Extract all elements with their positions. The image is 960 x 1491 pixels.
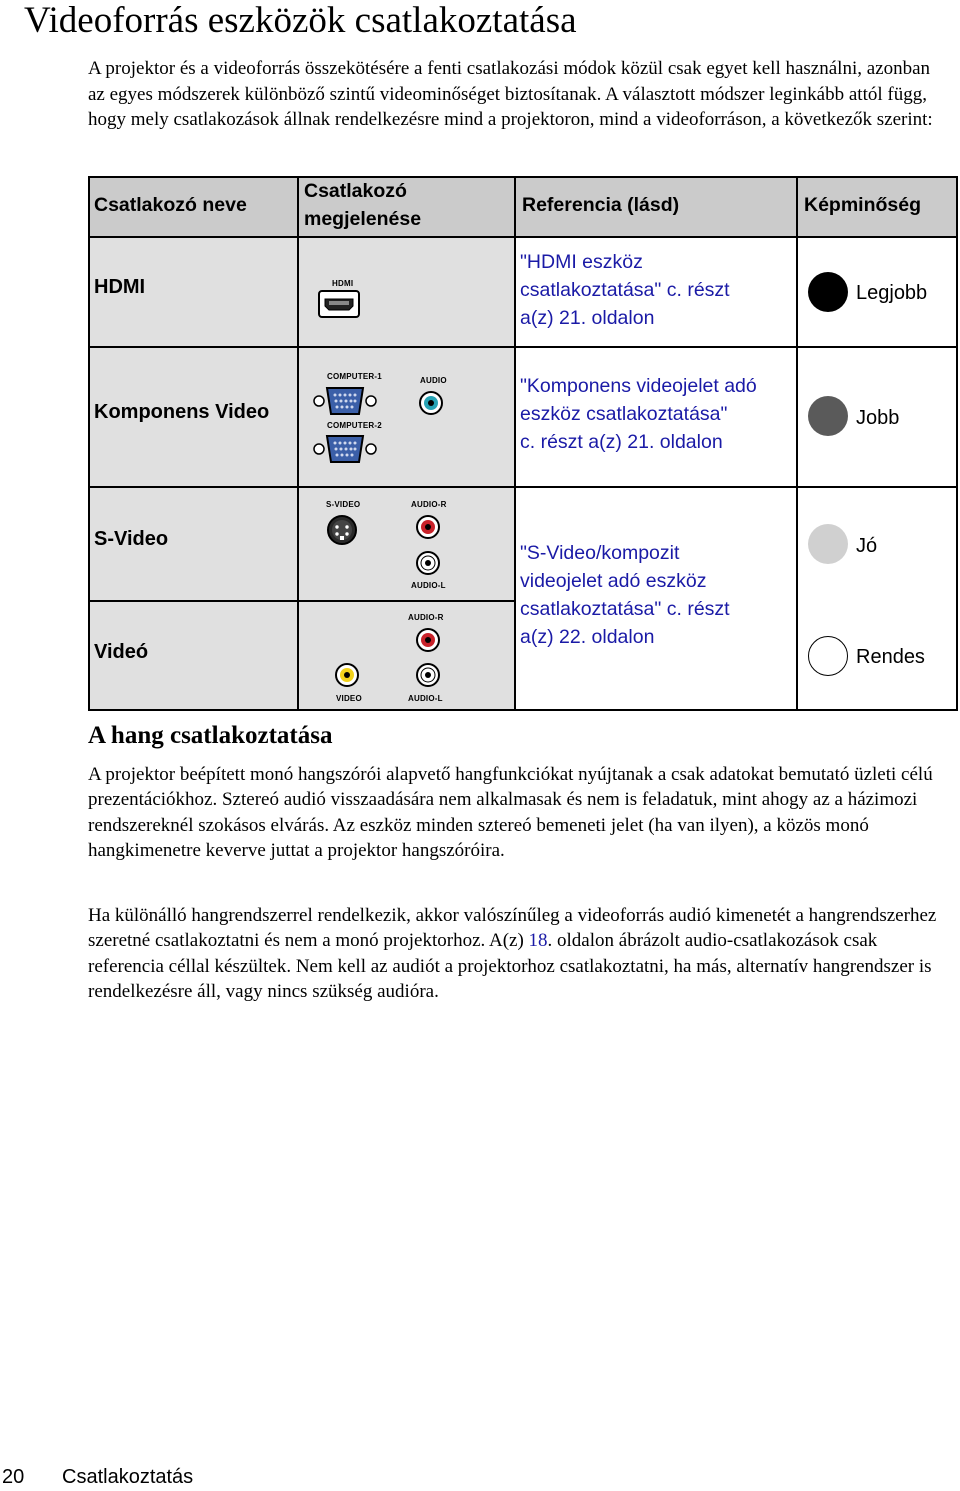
audio-paragraph-1: A projektor beépített monó hangszórói alapvető hangfunkciókat nyújtanak a csak adatokat bemutató üzleti célú prezentációkhoz. Sztereó audió visszaadására nem alkalmasak és nem is feladatuk, mint ahogy az a házimozi rendszereknél szokásos elvárás. Az eszköz minden sztereó bemeneti jelet (ha van ilyen), a közös monó hangkimenetre keverve juttat a projektor hangszóróira. <box>88 764 933 861</box>
port-label-audio-l: AUDIO-L <box>411 581 446 590</box>
quality-label-normal: Rendes <box>856 646 925 668</box>
table-border-right <box>956 176 958 711</box>
row-ref-hdmi <box>520 248 800 332</box>
ref-line: a(z) 22. oldalon <box>520 626 655 648</box>
table-border-bottom <box>88 709 958 711</box>
header-reference: Referencia (lásd) <box>522 194 680 216</box>
row-ref-svideo-video <box>520 539 800 651</box>
quality-dot-best <box>808 272 848 312</box>
header-name: Csatlakozó neve <box>94 194 247 216</box>
audio-r-jack-icon <box>415 514 441 540</box>
ref-line: csatlakoztatása" c. részt <box>520 598 730 620</box>
port-label-computer2: COMPUTER-2 <box>327 421 382 430</box>
audio-paragraph-2 <box>88 903 948 1004</box>
paragraph-2-text-after: . oldalon ábrázolt audio-csatlakozások csak referencia céllal készültek. Nem kell az audiót a projektorhoz csatlakoztatni, ha más, alternatív hangrendszer is rendelkezésre áll, vagy nincs szükség audióra. <box>88 930 932 1002</box>
page-footer <box>0 1466 193 1489</box>
port-label-audio-r: AUDIO-R <box>411 500 447 509</box>
col-divider-2 <box>514 176 516 711</box>
audio-jack-icon <box>418 390 444 416</box>
header-appearance-line1: Csatlakozó <box>304 180 407 202</box>
quality-dot-better <box>808 396 848 436</box>
ref-line: c. részt a(z) 21. oldalon <box>520 431 723 453</box>
hdmi-port-icon <box>318 290 360 318</box>
ref-line: "S-Video/kompozit <box>520 542 680 564</box>
port-label-svideo: S-VIDEO <box>326 500 361 509</box>
table-border-top <box>88 176 958 178</box>
table-header-divider <box>88 236 958 238</box>
row-divider-2 <box>88 486 958 488</box>
page-18-link[interactable]: 18 <box>528 930 548 952</box>
port-label-hdmi: HDMI <box>332 279 354 288</box>
quality-label-good: Jó <box>856 535 878 557</box>
row-name-hdmi: HDMI <box>94 276 146 298</box>
page-title: Videoforrás eszközök csatlakoztatása <box>24 0 577 41</box>
header-quality: Képminőség <box>804 194 922 216</box>
svideo-port-icon <box>326 514 358 546</box>
audio-l-jack-icon <box>415 550 441 576</box>
page-number: 20 <box>2 1466 25 1488</box>
vga-port-1-icon <box>312 384 378 418</box>
quality-label-best: Legjobb <box>856 282 928 304</box>
port-label-video-audio-l: AUDIO-L <box>408 694 443 703</box>
row-ref-component <box>520 372 800 456</box>
quality-dot-normal <box>808 636 848 676</box>
quality-label-better: Jobb <box>856 407 900 429</box>
port-label-computer1: COMPUTER-1 <box>327 372 382 381</box>
header-appearance-line2: megjelenése <box>304 208 422 230</box>
quality-dot-good <box>808 524 848 564</box>
port-label-audio: AUDIO <box>420 376 447 385</box>
footer-section: Csatlakoztatás <box>62 1466 194 1488</box>
ref-line: "HDMI eszköz <box>520 251 643 273</box>
ref-line: csatlakoztatása" c. részt <box>520 279 730 301</box>
table-body-grey <box>88 237 515 711</box>
table-border-left <box>88 176 90 711</box>
ref-line: "Komponens videojelet adó <box>520 375 757 397</box>
ref-line: a(z) 21. oldalon <box>520 307 655 329</box>
port-label-video: VIDEO <box>336 694 362 703</box>
col-divider-1 <box>297 176 299 711</box>
ref-line: videojelet adó eszköz <box>520 570 707 592</box>
video-audio-l-jack-icon <box>415 662 441 688</box>
row-divider-1 <box>88 346 958 348</box>
video-audio-r-jack-icon <box>415 627 441 653</box>
ref-line: eszköz csatlakoztatása" <box>520 403 728 425</box>
row-divider-3 <box>88 600 515 602</box>
audio-section-heading: A hang csatlakoztatása <box>88 722 333 749</box>
video-jack-icon <box>334 662 360 688</box>
paragraph-2-text-before: Ha különálló hangrendszerrel rendelkezik, akkor valószínűleg a videoforrás audió kimenetét a hangrendszerhez szeretné csatlakoztatni és nem a monó projektorhoz. A(z) <box>88 905 937 952</box>
row-name-svideo: S-Video <box>94 528 169 550</box>
intro-paragraph: A projektor és a videoforrás összekötésére a fenti csatlakozási módok közül csak egyet kell használni, azonban az egyes módszerek különböző szintű videominőséget biztosítanak. A választott módszer leginkább attól függ, hogy mely csatlakozások állnak rendelkezésre mind a projektoron, mind a videoforráson, a következők szerint: <box>88 58 933 130</box>
vga-port-2-icon <box>312 432 378 466</box>
connector-table <box>88 176 958 711</box>
row-name-component: Komponens Video <box>94 401 270 423</box>
row-name-video: Videó <box>94 641 149 663</box>
port-label-video-audio-r: AUDIO-R <box>408 613 444 622</box>
